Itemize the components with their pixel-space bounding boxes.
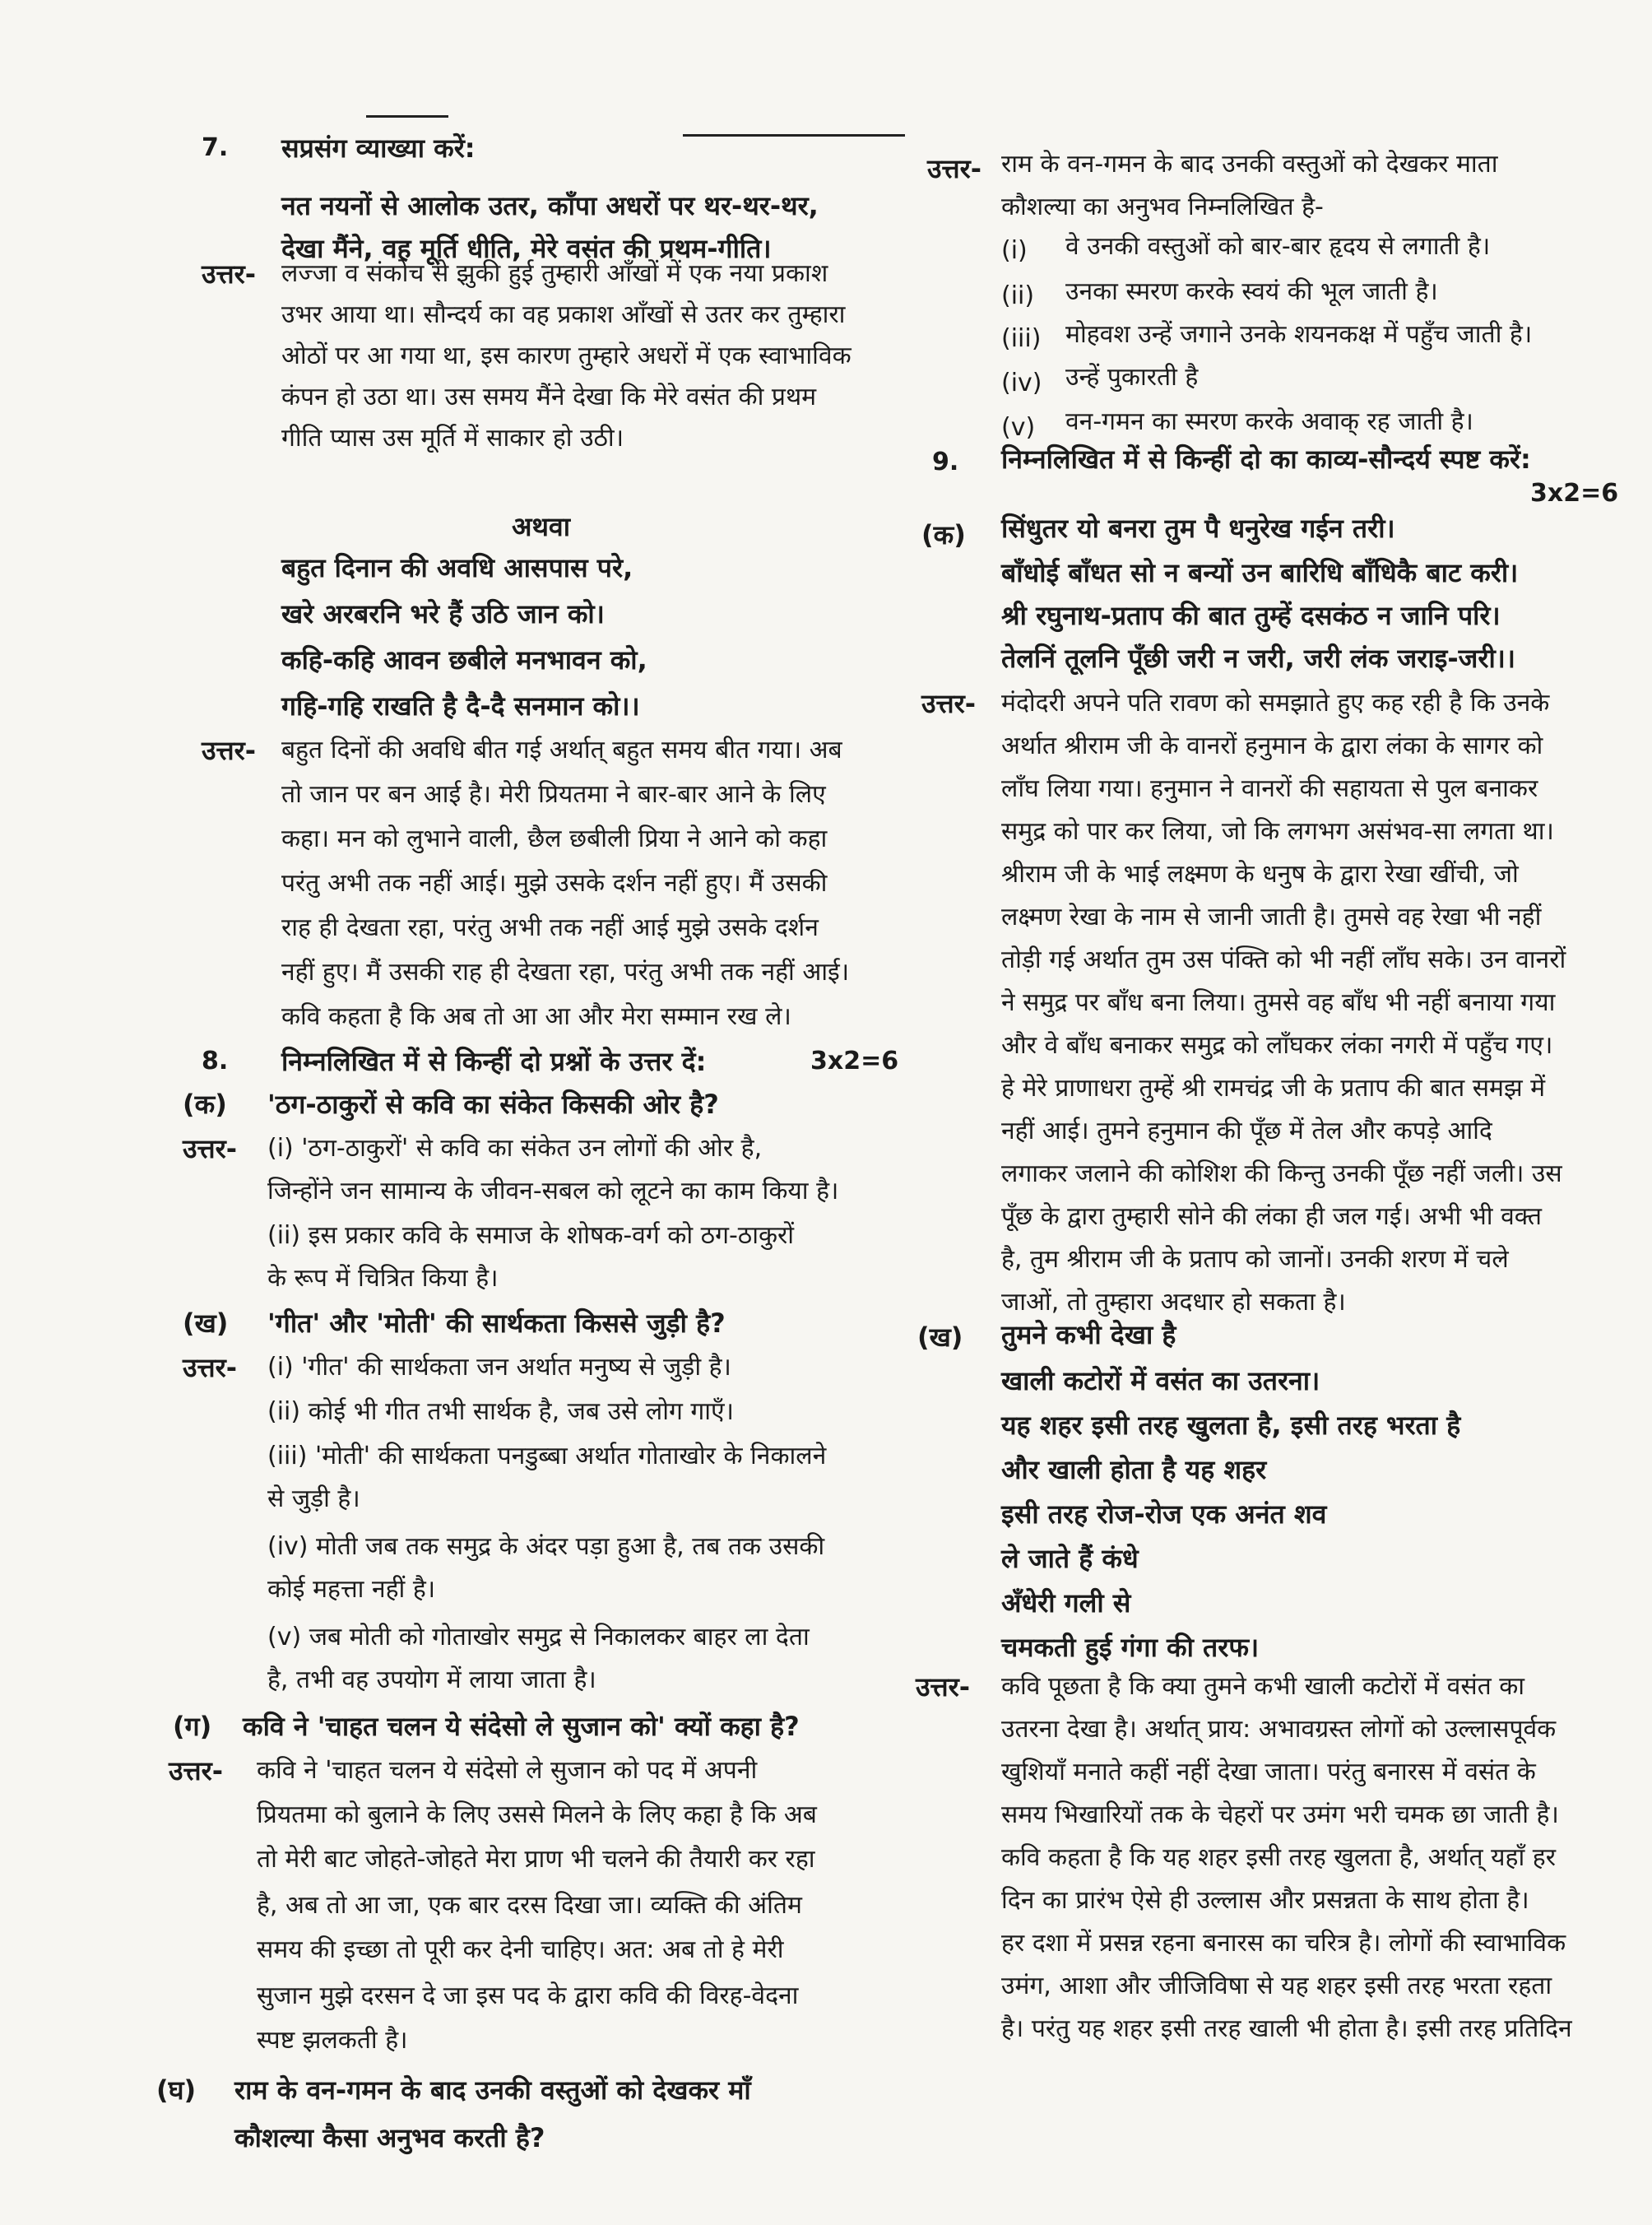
question-number-8: 8. [202,1047,229,1075]
question-number-7: 7. [202,133,229,162]
q7-answer-line-1: लज्जा व संकोच से झुकी हुई तुम्हारी आँखों में एक नया प्रकाश [281,259,828,288]
top-rule-left [366,115,448,118]
q9-kha-answer-line-2: उतरना देखा है। अर्थात् प्राय: अभावग्रस्त लोगों को उल्लासपूर्वक [1001,1715,1557,1744]
q9-ka-answer-line-3: लाँघ लिया गया। हनुमान ने वानरों की सहायता से पुल बनाकर [1001,774,1538,803]
q9-kha-answer-line-3: खुशियाँ मनाते कहीं नहीं देखा जाता। परंतु बनारस में वसंत के [1001,1758,1536,1786]
q7-verse-line-1: नत नयनों से आलोक उतर, काँपा अधरों पर थर-थर-थर, [281,190,819,221]
q7-alt-answer-line-7: कवि कहता है कि अब तो आ आ और मेरा सम्मान रख ले। [281,1002,791,1031]
q7-alt-answer-line-4: परंतु अभी तक नहीं आई। मुझे उसके दर्शन नहीं हुए। मैं उसकी [281,869,828,898]
q8-ka-question: 'ठग-ठाकुरों से कवि का संकेत किसकी ओर है? [267,1089,719,1120]
q9-ka-answer-line-1: मंदोदरी अपने पति रावण को समझाते हुए कह रही है कि उनके [1001,689,1550,718]
q7-alt-answer-line-2: तो जान पर बन आई है। मेरी प्रियतमा ने बार-बार आने के लिए [281,780,826,809]
q9-kha-answer-line-7: हर दशा में प्रसन्न रहना बनारस का चरित्र है। लोगों की स्वाभाविक [1001,1929,1566,1958]
q8-kha-answer-line-8: है, तभी वह उपयोग में लाया जाता है। [267,1665,596,1694]
q7-prompt: सप्रसंग व्याख्या करें: [281,132,476,164]
q8-gha-question-line-2: कौशल्या कैसा अनुभव करती है? [234,2122,545,2153]
q8-ga-answer-line-4: है, अब तो आ जा, एक बार दरस दिखा जा। व्यक्ति की अंतिम [257,1891,802,1920]
q9-ka-answer-line-11: नहीं आई। तुमने हनुमान की पूँछ में तेल और कपड़े आदि [1001,1117,1492,1145]
q7-alt-verse-line-2: खरे अरबरनि भरे हैं उठि जान को। [281,598,605,629]
q7-answer-label: उत्तर- [202,258,257,290]
q7-answer-line-3: ओठों पर आ गया था, इस कारण तुम्हारे अधरों में एक स्वाभाविक [281,341,852,370]
q7-answer-line-5: गीति प्यास उस मूर्ति में साकार हो उठी। [281,424,624,453]
q8-ka-label: (क) [183,1089,227,1120]
q7-alt-answer-line-5: राह ही देखता रहा, परंतु अभी तक नहीं आई मुझे उसके दर्शन [281,913,819,942]
q7-alt-verse-line-1: बहुत दिनान की अवधि आसपास परे, [281,552,633,583]
q8-ga-answer-line-7: स्पष्ट झलकती है। [257,2026,408,2055]
q8-kha-answer-label: उत्तर- [183,1352,238,1383]
q8-kha-answer-line-1: (i) 'गीत' की सार्थकता जन अर्थात मनुष्य से जुड़ी है। [267,1353,731,1382]
q8-kha-answer-line-2: (ii) कोई भी गीत तभी सार्थक है, जब उसे लोग गाएँ। [267,1397,735,1426]
q8-gha-answer-line-1: राम के वन-गमन के बाद उनकी वस्तुओं को देखकर माता [1001,150,1498,179]
q8-ga-answer-line-3: तो मेरी बाट जोहते-जोहते मेरा प्राण भी चलने की तैयारी कर रहा [257,1845,815,1874]
q9-ka-answer-label: उत्तर- [921,688,977,719]
q8-gha-list-num-1: (i) [1001,236,1028,265]
q9-ka-verse-line-3: श्री रघुनाथ-प्रताप की बात तुम्हें दसकंठ न जानि परि। [1001,600,1501,631]
q8-gha-list-num-2: (ii) [1001,281,1035,310]
q9-kha-answer-line-8: उमंग, आशा और जीजिविषा से यह शहर इसी तरह भरता रहता [1001,1972,1552,2000]
q9-ka-label: (क) [921,519,966,550]
q9-ka-verse-line-4: तेलनिं तूलनि पूँछी जरी न जरी, जरी लंक जराइ-जरी।। [1001,643,1516,674]
q7-alt-answer-line-1: बहुत दिनों की अवधि बीत गई अर्थात् बहुत समय बीत गया। अब [281,736,842,764]
q8-gha-list-text-1: वे उनकी वस्तुओं को बार-बार हृदय से लगाती है। [1065,232,1491,261]
q9-kha-verse-line-1: तुमने कभी देखा है [1001,1319,1176,1350]
q9-ka-answer-line-10: हे मेरे प्राणाधरा तुम्हें श्री रामचंद्र जी के प्रताप की बात समझ में [1001,1074,1546,1103]
q8-ka-answer-label: उत्तर- [183,1133,238,1164]
q9-ka-answer-line-14: है, तुम श्रीराम जी के प्रताप को जानों। उनकी शरण में चले [1001,1245,1509,1274]
question-number-9: 9. [932,448,959,476]
q8-gha-list-num-4: (iv) [1001,369,1042,397]
q7-alt-verse-line-4: गहि-गहि राखति है दै-दै सनमान को।। [281,690,640,722]
q9-kha-answer-line-9: है। परंतु यह शहर इसी तरह खाली भी होता है। इसी तरह प्रतिदिन [1001,2014,1572,2043]
q8-gha-list-text-2: उनका स्मरण करके स्वयं की भूल जाती है। [1065,277,1438,306]
q9-prompt: निम्नलिखित में से किन्हीं दो का काव्य-सौन्दर्य स्पष्ट करें: [1001,444,1531,475]
q8-gha-answer-label: उत्तर- [927,153,982,184]
q8-gha-question-line-1: राम के वन-गमन के बाद उनकी वस्तुओं को देखकर माँ [234,2074,751,2106]
q8-kha-answer-line-7: (v) जब मोती को गोताखोर समुद्र से निकालकर बाहर ला देता [267,1623,810,1651]
q8-gha-list-text-5: वन-गमन का स्मरण करके अवाक् रह जाती है। [1065,407,1473,436]
q9-kha-verse-line-4: और खाली होता है यह शहर [1001,1454,1267,1485]
q8-kha-label: (ख) [183,1308,229,1339]
q9-kha-verse-line-6: ले जाते हैं कंधे [1001,1543,1139,1574]
q7-alt-verse-line-3: कहि-कहि आवन छबीले मनभावन को, [281,644,647,676]
q8-gha-list-text-3: मोहवश उन्हें जगाने उनके शयनकक्ष में पहुँच जाती है। [1065,320,1533,349]
q8-kha-question: 'गीत' और 'मोती' की सार्थकता किससे जुड़ी है? [267,1308,726,1339]
q7-answer-line-2: उभर आया था। सौन्दर्य का वह प्रकाश आँखों से उतर कर तुम्हारा [281,300,846,329]
q9-ka-verse-line-2: बाँधोई बाँधत सो न बन्यों उन बारिधि बाँधिकै बाट करी। [1001,557,1519,588]
q9-kha-verse-line-7: अँधेरी गली से [1001,1587,1131,1619]
q9-ka-answer-line-7: तोड़ी गई अर्थात तुम उस पंक्ति को भी नहीं लाँघ सके। उन वानरों [1001,945,1566,974]
q9-kha-label: (ख) [917,1322,963,1353]
q9-marks: 3x2=6 [1530,479,1619,508]
q8-gha-answer-line-2: कौशल्या का अनुभव निम्नलिखित है- [1001,193,1324,221]
q7-answer-line-4: कंपन हो उठा था। उस समय मैंने देखा कि मेरे वसंत की प्रथम [281,383,817,411]
q9-kha-answer-line-6: दिन का प्रारंभ ऐसे ही उल्लास और प्रसन्नता के साथ होता है। [1001,1886,1529,1915]
q8-ga-question: कवि ने 'चाहत चलन ये संदेसो ले सुजान को' क्यों कहा है? [243,1711,800,1742]
q8-kha-answer-line-4: से जुड़ी है। [267,1484,360,1513]
q8-ga-answer-line-2: प्रियतमा को बुलाने के लिए उससे मिलने के लिए कहा है कि अब [257,1800,817,1829]
q9-ka-answer-line-12: लगाकर जलाने की कोशिश की किन्तु उनकी पूँछ नहीं जली। उस [1001,1159,1562,1188]
q8-ka-answer-line-2: जिन्होंने जन सामान्य के जीवन-सबल को लूटने का काम किया है। [267,1177,839,1205]
q8-kha-answer-line-5: (iv) मोती जब तक समुद्र के अंदर पड़ा हुआ है, तब तक उसकी [267,1532,825,1561]
q8-ka-answer-line-1: (i) 'ठग-ठाकुरों' से कवि का संकेत उन लोगों की ओर है, [267,1134,763,1163]
q9-kha-answer-line-1: कवि पूछता है कि क्या तुमने कभी खाली कटोरों में वसंत का [1001,1672,1525,1701]
q8-ga-label: (ग) [173,1711,212,1742]
q9-kha-answer-line-4: समय भिखारियों तक के चेहरों पर उमंग भरी चमक छा जाती है। [1001,1800,1559,1829]
q8-gha-list-text-4: उन्हें पुकारती है [1065,363,1199,392]
q8-gha-label: (घ) [156,2074,197,2106]
q8-gha-list-num-3: (iii) [1001,324,1042,353]
q9-kha-answer-label: उत्तर- [916,1671,971,1702]
q9-ka-answer-line-2: अर्थात श्रीराम जी के वानरों हनुमान के द्वारा लंका के सागर को [1001,732,1543,760]
q8-prompt: निम्नलिखित में से किन्हीं दो प्रश्नों के उत्तर दें: [281,1046,707,1077]
q9-ka-answer-line-5: श्रीराम जी के भाई लक्ष्मण के धनुष के द्वारा रेखा खींची, जो [1001,860,1519,889]
q7-or-divider: अथवा [512,511,570,542]
q9-kha-verse-line-5: इसी तरह रोज-रोज एक अनंत शव [1001,1498,1327,1530]
q7-alt-answer-label: उत्तर- [202,735,257,766]
q9-ka-answer-line-8: ने समुद्र पर बाँध बना लिया। तुमसे वह बाँध भी नहीं बनाया गया [1001,988,1556,1017]
q9-ka-answer-line-9: और वे बाँध बनाकर समुद्र को लाँघकर लंका नगरी में पहुँच गए। [1001,1031,1553,1060]
q9-kha-answer-line-5: कवि कहता है कि यह शहर इसी तरह खुलता है, अर्थात् यहाँ हर [1001,1843,1556,1872]
q8-ka-answer-line-4: के रूप में चित्रित किया है। [267,1264,499,1293]
q9-kha-verse-line-2: खाली कटोरों में वसंत का उतरना। [1001,1365,1320,1396]
q8-kha-answer-line-6: कोई महत्ता नहीं है। [267,1575,436,1604]
q8-ga-answer-line-6: सुजान मुझे दरसन दे जा इस पद के द्वारा कवि की विरह-वेदना [257,1981,799,2010]
top-rule-right [683,134,905,137]
q9-ka-verse-line-1: सिंधुतर यो बनरा तुम पै धनुरेख गईन तरी। [1001,513,1395,544]
q9-kha-verse-line-3: यह शहर इसी तरह खुलता है, इसी तरह भरता है [1001,1410,1461,1441]
q7-alt-answer-line-3: कहा। मन को लुभाने वाली, छैल छबीली प्रिया ने आने को कहा [281,825,828,853]
q7-alt-answer-line-6: नहीं हुए। मैं उसकी राह ही देखता रहा, परंतु अभी तक नहीं आई। [281,958,850,987]
q9-kha-verse-line-8: चमकती हुई गंगा की तरफ। [1001,1632,1260,1663]
q8-ga-answer-label: उत्तर- [169,1755,224,1786]
q7-verse-line-2: देखा मैंने, वह मूर्ति धीति, मेरे वसंत की प्रथम-गीति। [281,233,772,264]
q8-ka-answer-line-3: (ii) इस प्रकार कवि के समाज के शोषक-वर्ग को ठग-ठाकुरों [267,1221,795,1250]
q8-gha-list-num-5: (v) [1001,413,1036,442]
q8-marks: 3x2=6 [810,1047,899,1075]
q9-ka-answer-line-15: जाओं, तो तुम्हारा अदधार हो सकता है। [1001,1288,1346,1317]
q8-ga-answer-line-1: कवि ने 'चाहत चलन ये संदेसो ले सुजान को पद में अपनी [257,1756,758,1785]
q9-ka-answer-line-6: लक्ष्मण रेखा के नाम से जानी जाती है। तुमसे वह रेखा भी नहीं [1001,903,1542,931]
q9-ka-answer-line-13: पूँछ के द्वारा तुम्हारी सोने की लंका ही जल गई। अभी भी वक्त [1001,1202,1542,1231]
q9-ka-answer-line-4: समुद्र को पार कर लिया, जो कि लगभग असंभव-सा लगता था। [1001,817,1554,846]
q8-kha-answer-line-3: (iii) 'मोती' की सार्थकता पनडुब्बा अर्थात गोताखोर के निकालने [267,1442,827,1470]
q8-ga-answer-line-5: समय की इच्छा तो पूरी कर देनी चाहिए। अत: अब तो हे मेरी [257,1935,784,1964]
